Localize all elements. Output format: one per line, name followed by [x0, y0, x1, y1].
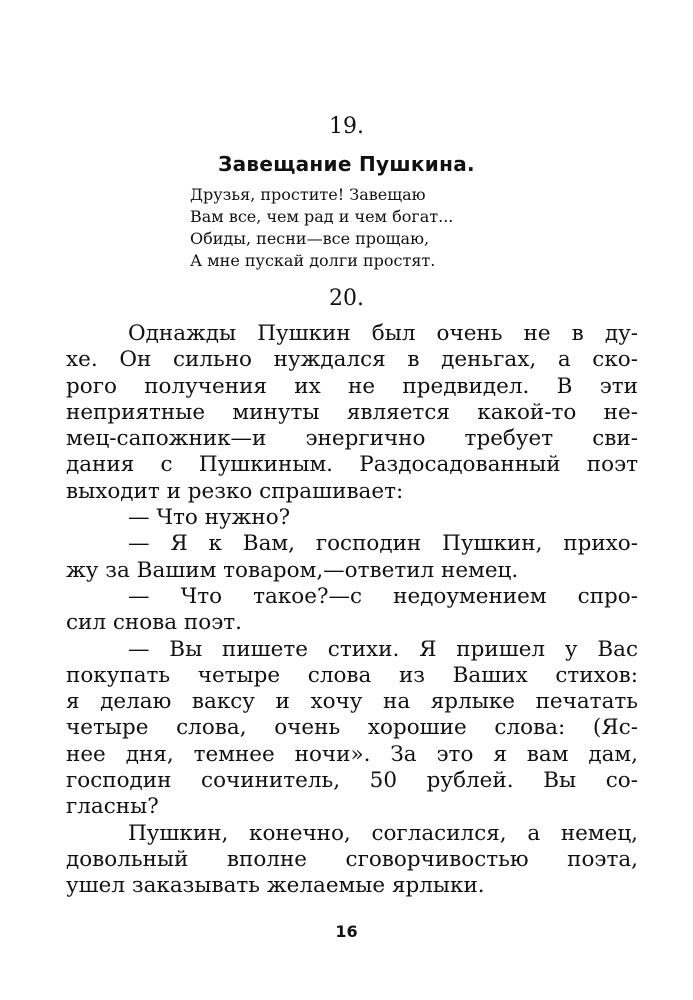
prose-line: довольный вполне сговорчивостью поэта,	[66, 846, 638, 872]
prose-line: ушел заказывать желаемые ярлыки.	[66, 873, 485, 899]
page-number: 16	[335, 922, 358, 941]
prose-line: хе. Он сильно нуждался в деньгах, а ско-	[66, 347, 638, 373]
poem-line: Друзья, простите! Завещаю	[190, 185, 426, 204]
poem-line: Вам все, чем рад и чем богат...	[190, 207, 454, 226]
prose-line: дания с Пушкиным. Раздосадованный поэт	[66, 452, 638, 478]
poem	[190, 184, 550, 272]
section-number-20: 20.	[329, 286, 364, 311]
prose-line: Однажды Пушкин был очень не в ду-	[128, 321, 638, 346]
prose-line: — Вы пишете стихи. Я пришел у Вас	[128, 636, 638, 662]
prose-line: я делаю ваксу и хочу на ярлыке печатать	[66, 689, 638, 715]
poem-line: Обиды, песни—все прощаю,	[190, 229, 430, 248]
prose-line: жу за Вашим товаром,—ответил немец.	[66, 557, 519, 583]
prose-line: сил снова поэт.	[66, 610, 242, 636]
prose-line: покупать четыре слова из Ваших стихов:	[66, 662, 638, 688]
prose-line: — Что такое?—с недоумением спро-	[128, 583, 638, 609]
prose-text	[66, 321, 638, 900]
prose-line: нее дня, темнее ночи». За это я вам дам,	[66, 741, 638, 767]
prose-line: четыре слова, очень хорошие слова: (Яс-	[66, 715, 638, 741]
poem-line: А мне пускай долги простят.	[190, 251, 436, 270]
prose-line: мец-сапожник—и энергично требует сви-	[66, 426, 638, 452]
prose-line: рого получения их не предвидел. В эти	[66, 373, 638, 399]
prose-line: — Я к Вам, господин Пушкин, прихо-	[128, 531, 638, 557]
prose-line: выходит и резко спрашивает:	[66, 478, 404, 504]
prose-line: Пушкин, конечно, согласился, а немец,	[128, 820, 638, 846]
prose-line: гласны?	[66, 794, 159, 820]
prose-line: — Что нужно?	[128, 505, 291, 531]
section-number-19: 19.	[329, 114, 364, 139]
prose-line: господин сочинитель, 50 рублей. Вы со-	[66, 768, 638, 794]
prose-line: неприятные минуты является какой-то не-	[66, 399, 638, 425]
section-title: Завещание Пушкина.	[218, 152, 475, 176]
